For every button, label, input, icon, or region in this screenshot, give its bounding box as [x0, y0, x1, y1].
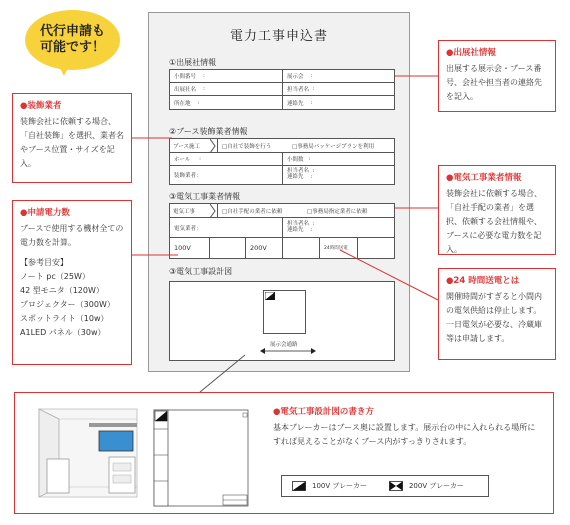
colon: :	[312, 86, 315, 92]
phone-label: 連絡先	[287, 227, 304, 233]
info-box-electric	[438, 165, 556, 255]
table-row	[170, 139, 394, 153]
electric-table	[169, 203, 395, 259]
breaker-100v-icon	[265, 292, 275, 300]
info-box-exhibitor	[438, 40, 556, 112]
exhibitor-table	[169, 69, 395, 110]
electric-vendor-label: 電気業者：	[174, 225, 202, 232]
list-item: 42 型モニタ（120W）	[20, 286, 104, 295]
section-decorator-heading: ②ブース装飾業者情報	[169, 127, 248, 136]
table-row	[170, 166, 394, 184]
section-electric-heading: ③電気工事業者情報	[169, 192, 241, 201]
chevron-right-icon	[210, 204, 216, 218]
company-name-label: 出展社名	[174, 87, 197, 93]
info-box-decorator	[12, 93, 132, 183]
list-item: プロジェクター（300W）	[20, 300, 115, 309]
info-body: 開催時間がすぎると小間内の電気供給は停止します。一日電気が必要な、冷蔵庫等は申請します。	[446, 292, 542, 343]
section-design-heading: ③電気工事設計図	[169, 267, 233, 276]
breaker-200v-icon	[389, 481, 403, 491]
aisle-arrow-icon	[260, 347, 316, 355]
legend-200v-label: 200V ブレーカー	[408, 482, 464, 490]
contact-person-label: 担当者名	[287, 221, 310, 227]
info-title: ●電気工事業者情報	[446, 173, 522, 183]
own-vendor-option[interactable]: □自社手配の業者に依頼	[222, 208, 283, 215]
colon: :	[199, 156, 201, 162]
booth-construction-tag: ブース施工	[173, 143, 201, 150]
info-title: ●24 時間送電とは	[446, 276, 520, 286]
booth-plan-view	[153, 409, 253, 509]
booth-3d-illustration	[29, 399, 149, 507]
booth-count-label: 小間数	[287, 157, 304, 163]
table-row	[170, 153, 394, 166]
list-item: ノート pc（25W）	[20, 272, 90, 281]
colon: :	[197, 99, 200, 106]
phone-label: 連絡先	[287, 174, 304, 180]
decorator-table	[169, 138, 395, 185]
colon: :	[310, 227, 313, 233]
booth-outline	[263, 290, 306, 334]
phone-label: 連絡先	[287, 100, 304, 107]
info-title: ●装飾業者	[20, 101, 62, 111]
info-title: ●出展社情報	[446, 48, 496, 58]
colon: :	[312, 168, 315, 174]
bubble-line1: 代行申請も	[39, 24, 105, 39]
list-item: A1LED パネル（30w）	[20, 328, 106, 337]
bubble-line2: 可能です！	[39, 40, 105, 55]
info-body: 装飾会社に依頼する場合、「自社手配の業者」を選択、依頼する会社情報や、ブースに必要な電力数を記入。	[446, 189, 542, 254]
colon: :	[203, 86, 205, 92]
info-body: 出展する展示会・ブース番号、会社や担当者の連絡先を記入。	[446, 64, 542, 101]
guide-title: 【参考目安】	[20, 258, 68, 267]
table-row	[170, 204, 394, 218]
colon: :	[308, 156, 311, 162]
package-plan-option[interactable]: □事務局パッケージプランを利用	[292, 143, 375, 150]
decorator-vendor-label: 装飾業者：	[174, 173, 202, 179]
colon: :	[310, 99, 313, 106]
design-title: ●電気工事設計図の書き方	[273, 407, 374, 417]
table-row	[170, 218, 394, 238]
voltage-200v: 200V	[250, 244, 267, 252]
table-row	[170, 96, 394, 109]
form-title: 電力工事申込書	[229, 29, 328, 44]
voltage-100v: 100V	[174, 244, 191, 252]
colon: :	[203, 73, 205, 79]
booth-number-label: 小間番号	[174, 74, 197, 80]
info-body: ブースで使用する機材全ての電力数を計算。	[20, 224, 124, 247]
exhibition-label: 展示会	[287, 74, 304, 80]
colon: :	[310, 174, 313, 180]
power-24h-label: 24時間送電	[324, 246, 348, 251]
breaker-100v-icon	[292, 481, 306, 491]
application-form-sheet	[148, 12, 410, 372]
design-explanation-box	[14, 392, 554, 514]
contact-person-label: 担当者名	[287, 87, 310, 93]
electric-work-tag: 電気工事	[173, 208, 196, 215]
section-exhibitor-heading: ①出展社情報	[169, 58, 217, 67]
info-box-24h	[438, 268, 556, 360]
breaker-legend	[281, 475, 489, 497]
address-label: 所在地	[174, 100, 191, 107]
legend-100v-label: 100V ブレーカー	[312, 482, 367, 490]
designated-vendor-option[interactable]: □事務局指定業者に依頼	[307, 208, 368, 215]
bubble-tail	[58, 64, 70, 76]
aisle-label: 展示会通路	[270, 342, 298, 348]
table-row	[170, 70, 394, 83]
table-row	[170, 238, 394, 258]
chevron-right-icon	[210, 139, 216, 153]
colon: :	[310, 73, 313, 79]
self-decoration-option[interactable]: □自社で装飾を行う	[222, 143, 272, 150]
contact-person-label: 担当者名	[287, 168, 310, 174]
design-drawing-area	[169, 281, 395, 361]
design-body: 基本ブレーカーはブース奥に設置します。展示台の中に入れられる場所にすれば見えることがなくブース内がすっきりされます。	[273, 423, 536, 446]
info-body: 装飾会社に依頼する場合、「自社装飾」を選択、業者名やブース位置・サイズを記入。	[20, 117, 124, 168]
info-box-power	[12, 200, 132, 365]
table-row	[170, 83, 394, 96]
speech-bubble	[25, 10, 120, 70]
info-title: ●申請電力数	[20, 208, 70, 218]
list-item: スポットライト（10w）	[20, 314, 109, 323]
hall-label: ホール	[174, 157, 191, 163]
colon: :	[312, 221, 315, 227]
